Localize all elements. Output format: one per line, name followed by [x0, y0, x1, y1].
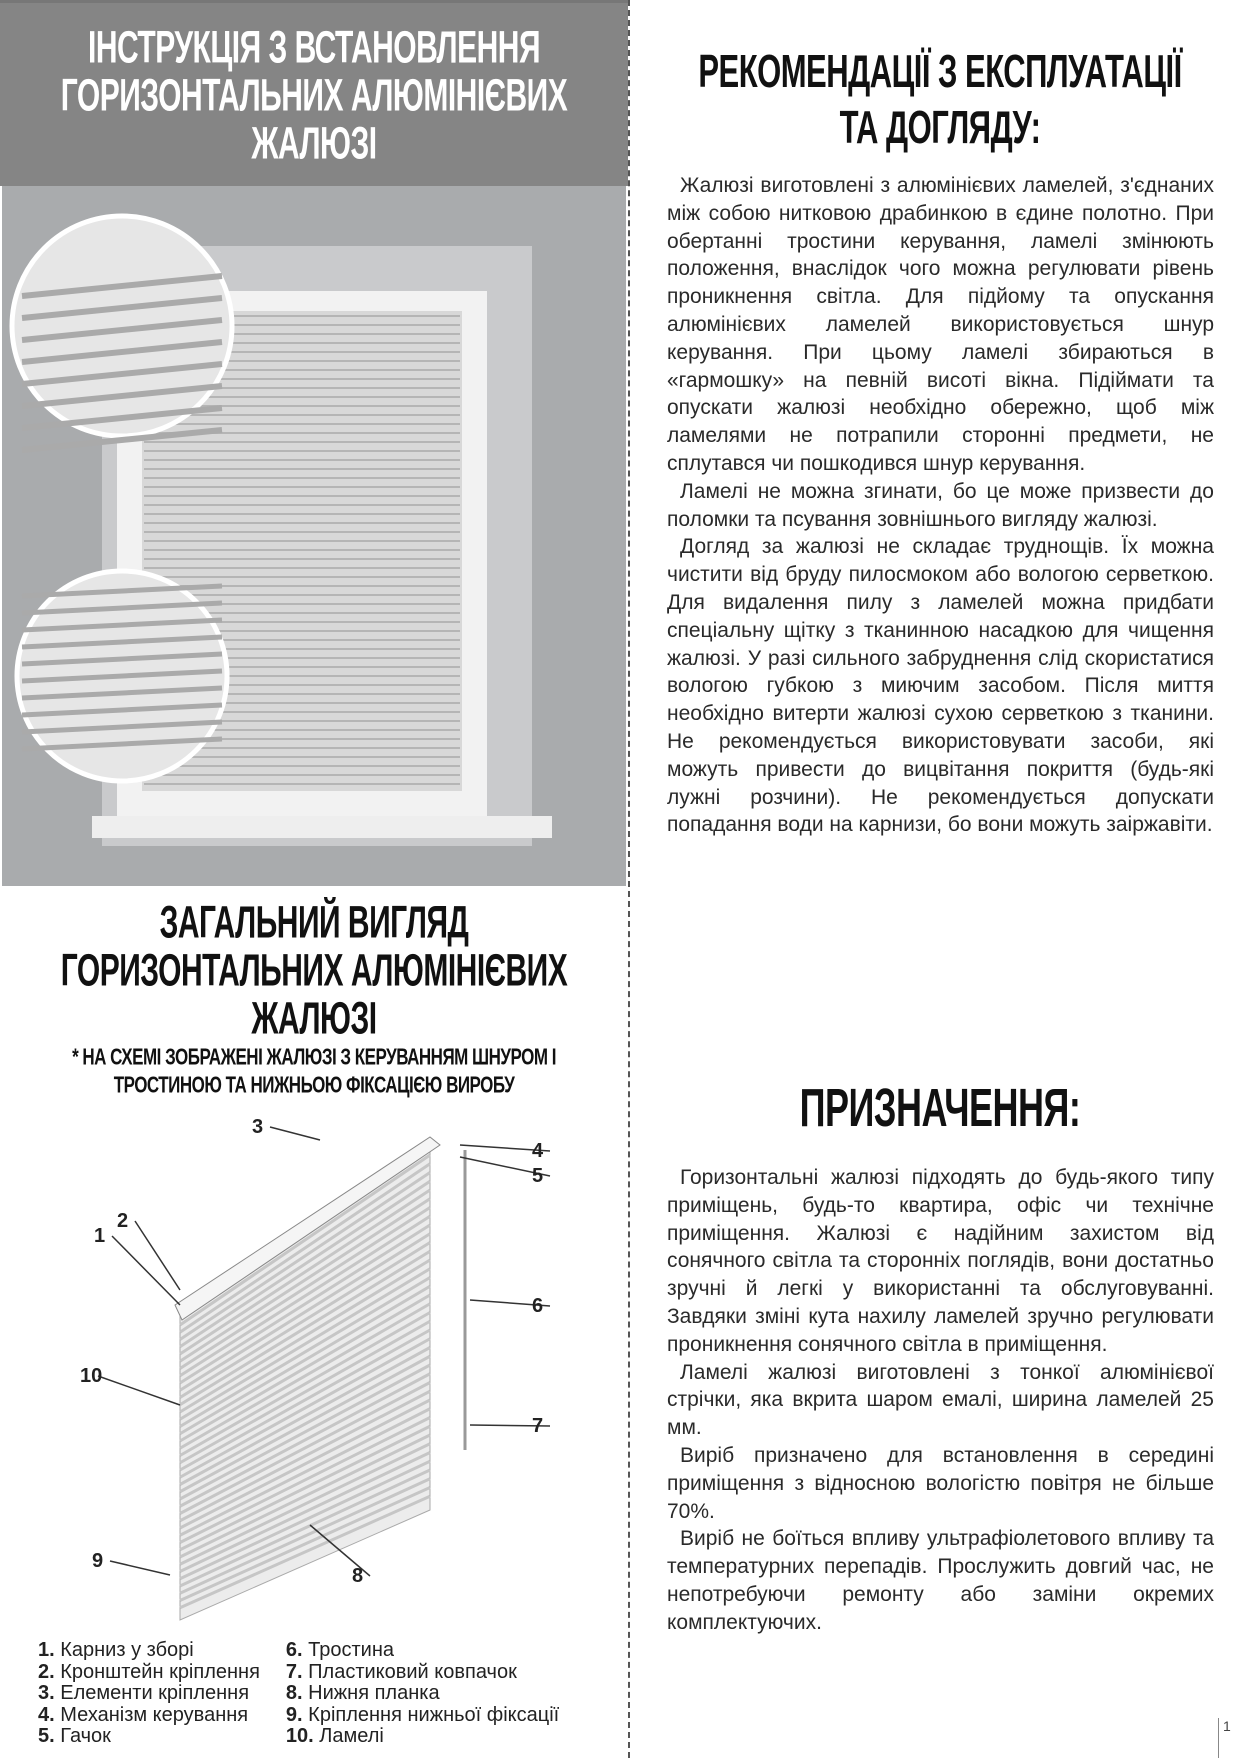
diagram-label: 8 [352, 1565, 364, 1587]
legend-item [38, 1683, 260, 1705]
overview-title-line: ЗАГАЛЬНИЙ ВИГЛЯД [159, 898, 469, 948]
overview-title-line: ЖАЛЮЗІ [251, 994, 377, 1044]
legend-text: Механізм керування [54, 1703, 249, 1726]
legend-number: 3. [38, 1682, 55, 1705]
legend-number: 1. [38, 1639, 55, 1661]
legend-item [38, 1640, 260, 1662]
parts-legend [38, 1640, 559, 1748]
legend-number: 10. [285, 1725, 314, 1748]
legend-text: Гачок [54, 1725, 111, 1748]
purpose-paragraph: Ламелі жалюзі виготовлені з тонкої алюмінієвої стрічки, яка вкрита шаром емалі, ширина ламелей 25 мм. [667, 1360, 1214, 1440]
install-header [0, 0, 628, 186]
legend-item [286, 1683, 559, 1705]
purpose-paragraph: Горизонтальні жалюзі підходять до будь-якого типу приміщень, будь-то квартира, офіс чи технічне приміщення. Жалюзі є надійним захистом від сонячного світла та сторонніх поглядів, вони достатньо зручні й легкі у використанні та обслуговуванні. Завдяки зміні кута нахилу ламелей зручно регулювати проникнення сонячного світла в приміщення. [667, 1166, 1214, 1356]
legend-number: 6. [285, 1639, 303, 1661]
diagram-label: 3 [252, 1116, 264, 1138]
leader-line [98, 1376, 180, 1405]
leader-line [270, 1127, 320, 1140]
legend-text: Ламелі [313, 1725, 384, 1748]
diagram-label: 9 [92, 1550, 104, 1572]
diagram-label: 4 [532, 1140, 544, 1162]
overview-note: ТРОСТИНОЮ ТА НИЖНЬОЮ ФІКСАЦІЄЮ ВИРОБУ [113, 1072, 515, 1099]
legend-col [286, 1640, 559, 1748]
legend-text: Елементи кріплення [54, 1682, 250, 1705]
legend-number: 4. [38, 1703, 55, 1726]
care-text [667, 172, 1214, 839]
leader-line [110, 1561, 170, 1575]
page-number: 1 [1218, 1718, 1231, 1758]
diagram-label: 10 [80, 1365, 103, 1387]
legend-item [38, 1705, 260, 1727]
diagram-label: 7 [532, 1415, 544, 1437]
overview-title-line: ГОРИЗОНТАЛЬНИХ АЛЮМІНІЄВИХ [60, 946, 568, 996]
install-title-line: ЖАЛЮЗІ [251, 119, 377, 169]
purpose-paragraph: Виріб не боїться впливу ультрафіолетового впливу та температурних перепадів. Прослужить довгий час, не непотребуючи ремонту або заміни окремих комплектуючих. [667, 1527, 1214, 1634]
column-divider [628, 0, 630, 1758]
legend-text: Кріплення нижньої фіксації [302, 1703, 560, 1726]
leader-line [112, 1236, 180, 1305]
care-title-line: РЕКОМЕНДАЦІЇ З ЕКСПЛУАТАЦІЇ [698, 45, 1182, 98]
purpose-heading [640, 1076, 1240, 1138]
diagram-label: 2 [117, 1210, 129, 1232]
legend-item [286, 1705, 559, 1727]
legend-item [38, 1726, 260, 1748]
legend-text: Карниз у зборі [54, 1639, 194, 1661]
legend-number: 8. [285, 1682, 303, 1705]
legend-text: Тростина [302, 1639, 395, 1661]
legend-item [286, 1726, 559, 1748]
legend-text: Пластиковий ковпачок [302, 1660, 517, 1683]
overview-heading [0, 900, 628, 1100]
legend-text: Кронштейн кріплення [54, 1660, 260, 1683]
care-title-line: ТА ДОГЛЯДУ: [839, 101, 1041, 154]
purpose-text [667, 1164, 1214, 1637]
care-paragraph: Ламелі не можна згинати, бо це може призвести до поломки та псування зовнішнього вигляду жалюзі. [667, 479, 1214, 531]
care-heading [640, 44, 1240, 156]
purpose-paragraph: Виріб призначено для встановлення в середині приміщення з відносною вологістю повітря не більше 70%. [667, 1443, 1214, 1523]
care-paragraph: Догляд за жалюзі не складає труднощів. Їх можна чистити від бруду пилосмоком або вологою серветкою. Для видалення пилу з ламелей можна придбати спеціальну щітку з тканинною насадкою для чищення жалюзі. У разі сильного забруднення слід скористатися вологою губкою з миючим засобом. Після миття необхідно витерти жалюзі сухою серветкою з тканини. Не рекомендується використовувати засоби, які можуть привести до вицвітання покриття (будь-які лужні розчини). Не рекомендується допускати попадання води на карнизи, бо вони можуть заіржавіти. [667, 535, 1214, 837]
legend-number: 9. [285, 1703, 303, 1726]
legend-number: 2. [38, 1660, 55, 1683]
install-title-line: ГОРИЗОНТАЛЬНИХ АЛЮМІНІЄВИХ [60, 71, 568, 121]
overview-note: * НА СХЕМІ ЗОБРАЖЕНІ ЖАЛЮЗІ З КЕРУВАННЯМ ШНУРОМ І [72, 1044, 556, 1071]
legend-number: 7. [285, 1660, 303, 1683]
legend-item [286, 1662, 559, 1684]
legend-number: 5. [38, 1725, 55, 1748]
diagram-label: 6 [532, 1295, 544, 1317]
blinds-diagram [30, 1115, 610, 1635]
legend-item [38, 1662, 260, 1684]
diagram-label: 5 [532, 1165, 544, 1187]
legend-col [38, 1640, 260, 1748]
purpose-title: ПРИЗНАЧЕННЯ: [799, 1076, 1081, 1138]
legend-item [286, 1640, 559, 1662]
diagram-label: 1 [94, 1225, 106, 1247]
install-title-line: ІНСТРУКЦІЯ З ВСТАНОВЛЕННЯ [87, 23, 541, 73]
window-blinds-photo [2, 186, 626, 886]
leader-line [135, 1221, 180, 1290]
legend-text: Нижня планка [302, 1682, 440, 1705]
care-paragraph: Жалюзі виготовлені з алюмінієвих ламелей, з'єднаних між собою нитковою драбинкою в єдине полотно. При обертанні тростини керування, ламелі змінюють положення, внаслідок чого можна регулювати рівень проникнення світла. Для підйому та опускання алюмінієвих ламелей використовується шнур керування. При цьому ламелі збираються в «гармошку» на певній висоті вікна. Підіймати та опускати жалюзі необхідно обережно, щоб між ламелями не потрапили сторонні предмети, не сплутався чи пошкодився шнур керування. [667, 174, 1214, 475]
